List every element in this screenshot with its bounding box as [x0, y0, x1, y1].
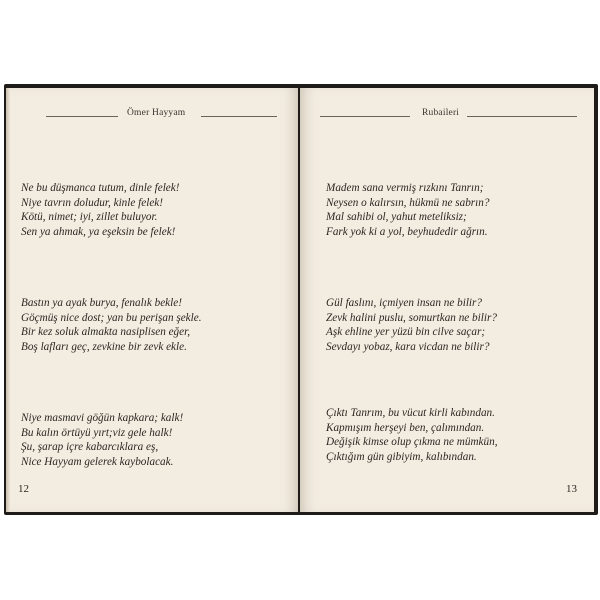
stanza-1	[326, 181, 489, 239]
header-rule-left	[320, 116, 410, 117]
verse-line: Kötü, nimet; iyi, zillet buluyor.	[21, 211, 158, 224]
verse-line: Sen ya ahmak, ya eşeksin be felek!	[21, 225, 176, 238]
verse-line: Aşk ehline yer yüzü bin cilve saçar;	[326, 326, 486, 339]
verse-line: Bir kez soluk almakta nasiplisen eğer,	[21, 326, 191, 339]
stanza-2	[326, 296, 497, 354]
header-rule-left	[46, 116, 118, 117]
page-edge	[6, 88, 10, 512]
verse-line: Niye tavrın doludur, kinle felek!	[21, 196, 163, 209]
left-page	[6, 88, 298, 512]
verse-line: Boş lafları geç, zevkine bir zevk ekle.	[21, 340, 187, 353]
right-page	[300, 88, 594, 512]
verse-line: Mal sahibi ol, yahut meteliksiz;	[326, 211, 467, 224]
verse-line: Bu kalın örtüyü yırt;viz gele halk!	[21, 426, 173, 439]
stanza-1	[21, 181, 179, 239]
verse-line: Gül faslını, içmiyen insan ne bilir?	[326, 297, 482, 309]
verse-line: Zevk halini puslu, somurtkan ne bilir?	[326, 311, 497, 324]
verse-line: Ne bu düşmanca tutum, dinle felek!	[21, 182, 180, 194]
right-page-header: Rubaileri	[422, 108, 460, 118]
verse-line: Değişik kimse olup çıkma ne mümkün,	[326, 436, 498, 449]
verse-line: Çıktı Tanrım, bu vücut kirli kabından.	[326, 407, 495, 419]
page-number-right: 13	[566, 483, 577, 495]
stanza-3	[326, 406, 498, 464]
verse-line: Neysen o kalırsın, hükmü ne sabrın?	[326, 196, 490, 209]
verse-line: Sevdayı yobaz, kara vicdan ne bilir?	[326, 340, 490, 353]
page-number-left: 12	[18, 483, 29, 495]
header-rule-right	[467, 116, 577, 117]
verse-line: Niye masmavi göğün kapkara; kalk!	[21, 412, 184, 424]
verse-line: Bastın ya ayak burya, fenalık bekle!	[21, 297, 182, 309]
header-rule-right	[201, 116, 277, 117]
verse-line: Nice Hayyam gelerek kaybolacak.	[21, 455, 174, 468]
stanza-3	[21, 411, 183, 469]
stanza-2	[21, 296, 202, 354]
left-page-header: Ömer Hayyam	[127, 108, 186, 118]
verse-line: Fark yok ki a yol, beyhudedir ağrın.	[326, 225, 488, 238]
verse-line: Kapmışım herşeyi ben, çalımından.	[326, 421, 485, 434]
verse-line: Çıktığım gün gibiyim, kalıbından.	[326, 450, 477, 463]
verse-line: Şu, şarap içre kabarcıklara eş,	[21, 441, 159, 454]
verse-line: Göçmüş nice dost; yan bu perişan şekle.	[21, 311, 202, 324]
verse-line: Madem sana vermiş rızkını Tanrın;	[326, 182, 484, 194]
